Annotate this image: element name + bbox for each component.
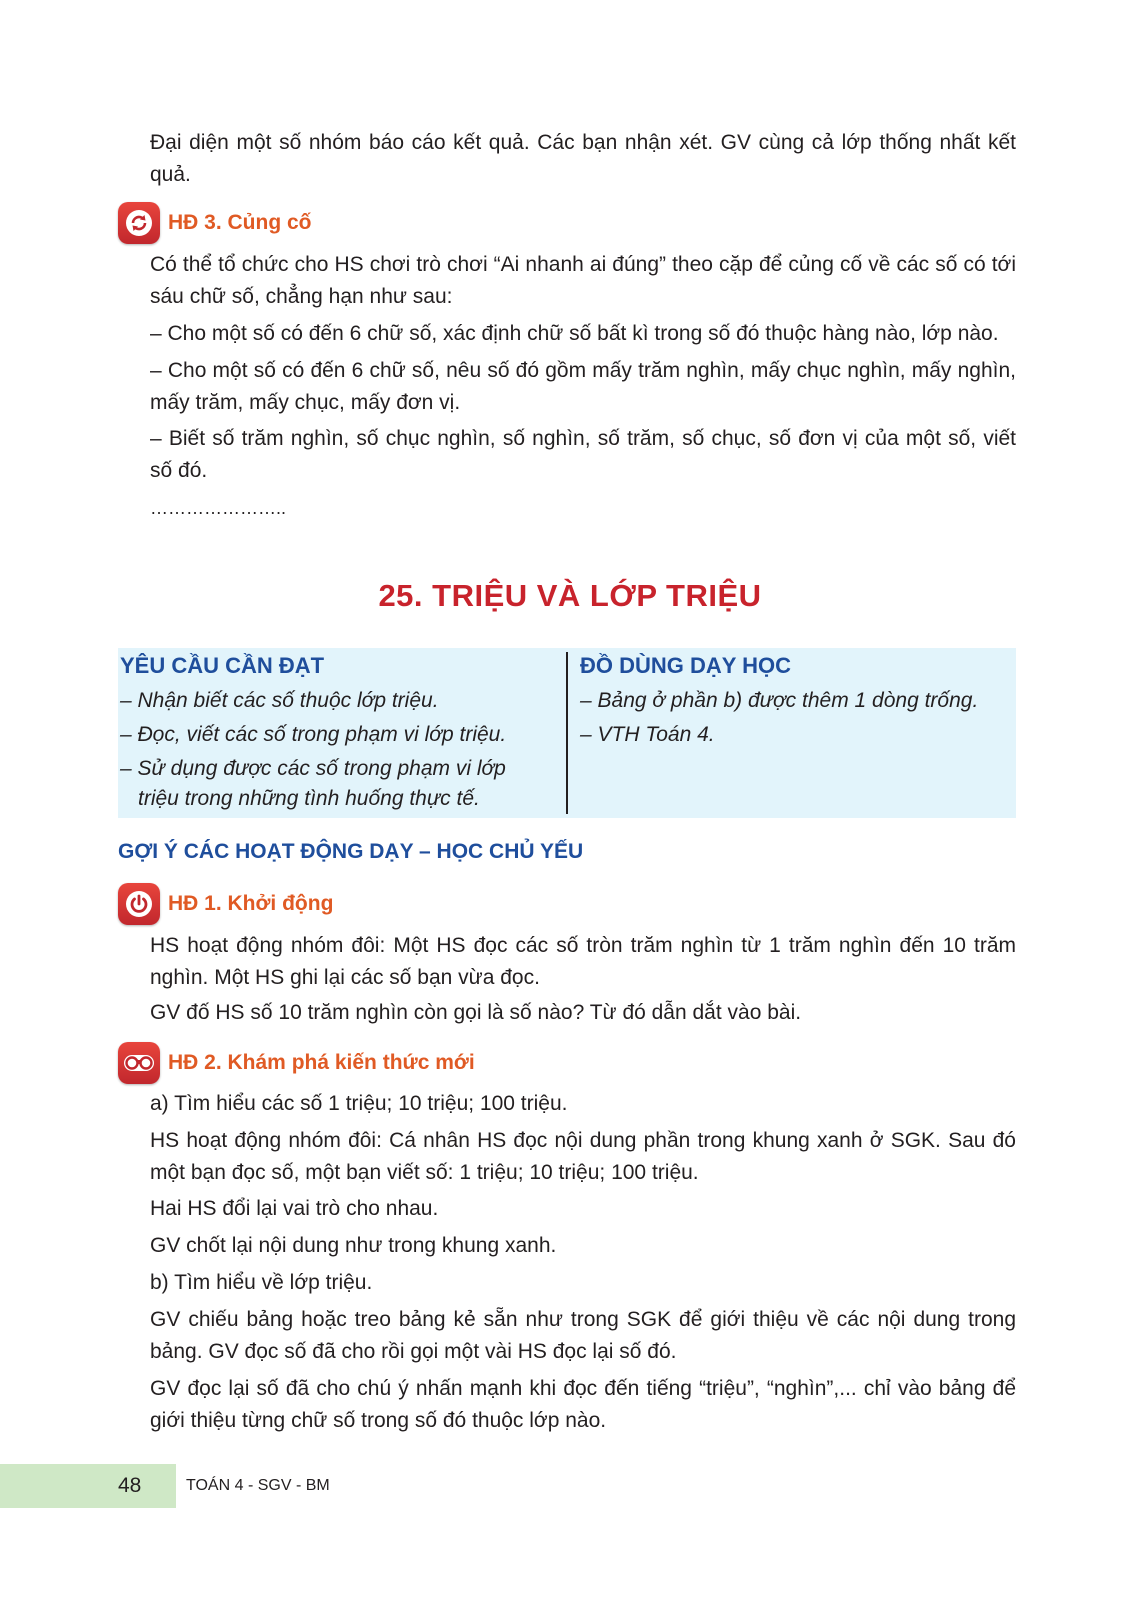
hd1-heading: [118, 882, 333, 926]
material-item: – VTH Toán 4.: [580, 723, 715, 746]
column-divider: [566, 652, 568, 814]
intro-paragraph: Đại diện một số nhóm báo cáo kết quả. Các bạn nhận xét. GV cùng cả lớp thống nhất kết quả.: [150, 131, 1016, 186]
hd3-item-1: – Cho một số có đến 6 chữ số, xác định chữ số bất kì trong số đó thuộc hàng nào, lớp nào.: [150, 322, 999, 345]
power-icon: [118, 883, 160, 925]
hd2-heading: [118, 1041, 475, 1085]
hd3-item-3: – Biết số trăm nghìn, số chục nghìn, số nghìn, số trăm, số chục, số đơn vị của một số, viết số đó.: [150, 427, 1016, 482]
binoculars-icon: [118, 1042, 160, 1084]
ellipsis-line: …………………..: [150, 498, 287, 518]
requirement-item: – Nhận biết các số thuộc lớp triệu.: [120, 689, 439, 712]
hd3-paragraph: Có thể tổ chức cho HS chơi trò chơi “Ai nhanh ai đúng” theo cặp để củng cố về các số có tới sáu chữ số, chẳng hạn như sau:: [150, 253, 1016, 308]
requirement-item: – Sử dụng được các số trong phạm vi lớp: [120, 757, 506, 780]
hd3-title: HĐ 3. Củng cố: [168, 211, 312, 234]
hd2-paragraph: GV đọc lại số đã cho chú ý nhấn mạnh khi đọc đến tiếng “triệu”, “nghìn”,... chỉ vào bảng để giới thiệu từng chữ số trong số đó thuộc lớp nào.: [150, 1377, 1016, 1432]
book-title: TOÁN 4 - SGV - BM: [186, 1477, 330, 1494]
requirements-column: [120, 648, 560, 814]
hd2-title: HĐ 2. Khám phá kiến thức mới: [168, 1051, 475, 1074]
hd3-heading: [118, 201, 312, 245]
materials-column: [580, 648, 1010, 752]
requirement-item: – Đọc, viết các số trong phạm vi lớp triệu.: [120, 723, 507, 746]
hd2-paragraph: GV chiếu bảng hoặc treo bảng kẻ sẵn như trong SGK để giới thiệu về các nội dung trong bảng. GV đọc số đã cho rồi gọi một vài HS đọc lại số đó.: [150, 1308, 1016, 1363]
hd2-paragraph: Hai HS đổi lại vai trò cho nhau.: [150, 1197, 439, 1220]
activities-heading: GỢI Ý CÁC HOẠT ĐỘNG DẠY – HỌC CHỦ YẾU: [118, 840, 584, 863]
hd2-paragraph: a) Tìm hiểu các số 1 triệu; 10 triệu; 100 triệu.: [150, 1092, 568, 1115]
materials-heading: ĐỒ DÙNG DẠY HỌC: [580, 653, 792, 678]
requirements-box: [118, 648, 1016, 818]
requirement-item: triệu trong những tình huống thực tế.: [138, 787, 480, 810]
requirements-heading: YÊU CẦU CẦN ĐẠT: [120, 653, 325, 678]
hd1-paragraph-1: HS hoạt động nhóm đôi: Một HS đọc các số tròn trăm nghìn từ 1 trăm nghìn đến 10 trăm nghìn. Một HS ghi lại các số bạn vừa đọc.: [150, 934, 1016, 989]
refresh-icon: [118, 202, 160, 244]
footer-band: [0, 1464, 176, 1508]
lesson-title: 25. TRIỆU VÀ LỚP TRIỆU: [378, 578, 762, 613]
hd2-paragraph: GV chốt lại nội dung như trong khung xanh.: [150, 1234, 557, 1257]
hd1-paragraph-2: GV đố HS số 10 trăm nghìn còn gọi là số nào? Từ đó dẫn dắt vào bài.: [150, 1001, 802, 1024]
hd2-paragraph: b) Tìm hiểu về lớp triệu.: [150, 1271, 373, 1294]
hd1-title: HĐ 1. Khởi động: [168, 892, 334, 915]
material-item: – Bảng ở phần b) được thêm 1 dòng trống.: [580, 689, 979, 712]
page-number: 48: [118, 1474, 142, 1497]
hd2-paragraph: HS hoạt động nhóm đôi: Cá nhân HS đọc nội dung phần trong khung xanh ở SGK. Sau đó một bạn đọc số, một bạn viết số: 1 triệu; 10 triệu; 100 triệu.: [150, 1129, 1016, 1184]
hd3-item-2: – Cho một số có đến 6 chữ số, nêu số đó gồm mấy trăm nghìn, mấy chục nghìn, mấy nghìn, mấy trăm, mấy chục, mấy đơn vị.: [150, 359, 1016, 414]
